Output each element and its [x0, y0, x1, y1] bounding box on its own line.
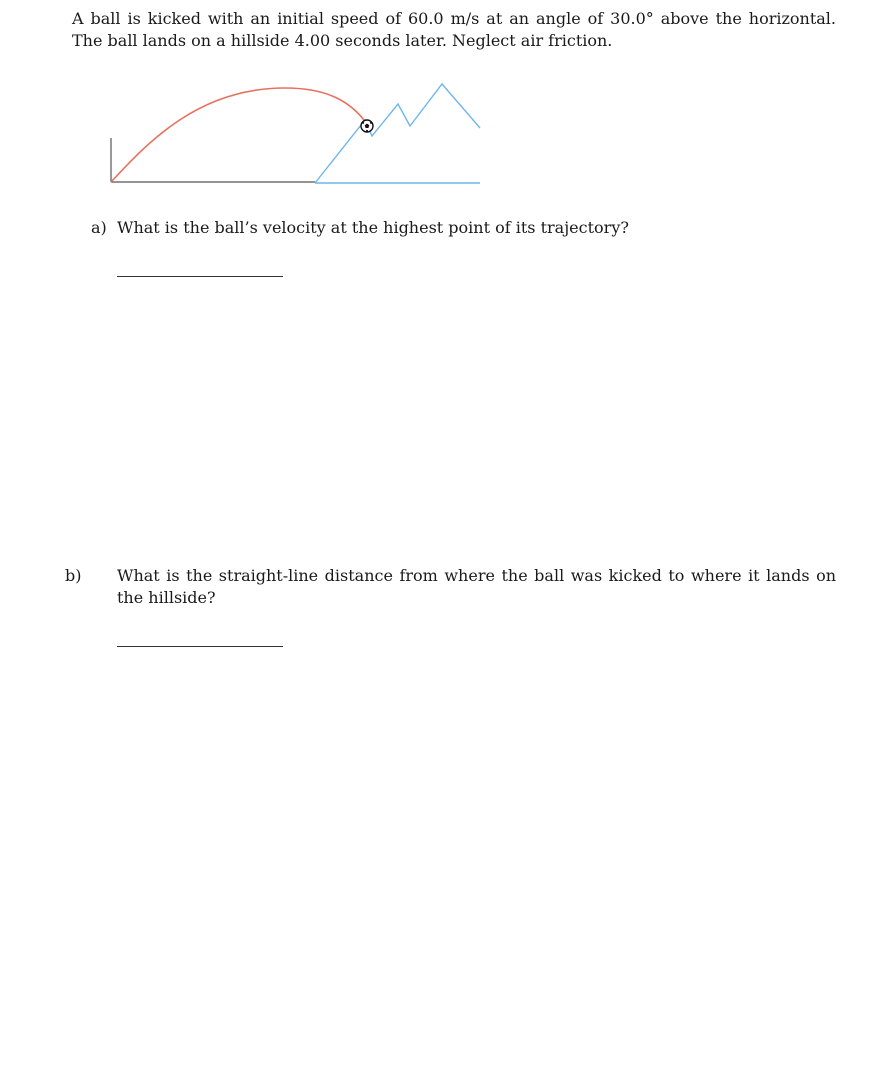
answer-line-a[interactable] [117, 276, 283, 277]
question-a-label: a) [91, 218, 107, 237]
trajectory-figure [95, 75, 495, 195]
ball-trajectory [111, 88, 367, 182]
question-a [91, 217, 629, 239]
question-b-label: b) [65, 566, 82, 585]
question-a-text: What is the ball’s velocity at the highest point of its trajectory? [117, 218, 629, 237]
problem-statement: A ball is kicked with an initial speed of 60.0 m/s at an angle of 30.0° above the horizontal. The ball lands on a hillside 4.00 seconds later. Neglect air friction. [72, 9, 836, 50]
soccer-ball-icon [361, 120, 373, 132]
question-b-text: What is the straight-line distance from where the ball was kicked to where it lands on the hillside? [117, 566, 836, 607]
answer-line-b[interactable] [117, 646, 283, 647]
question-b [65, 565, 836, 609]
